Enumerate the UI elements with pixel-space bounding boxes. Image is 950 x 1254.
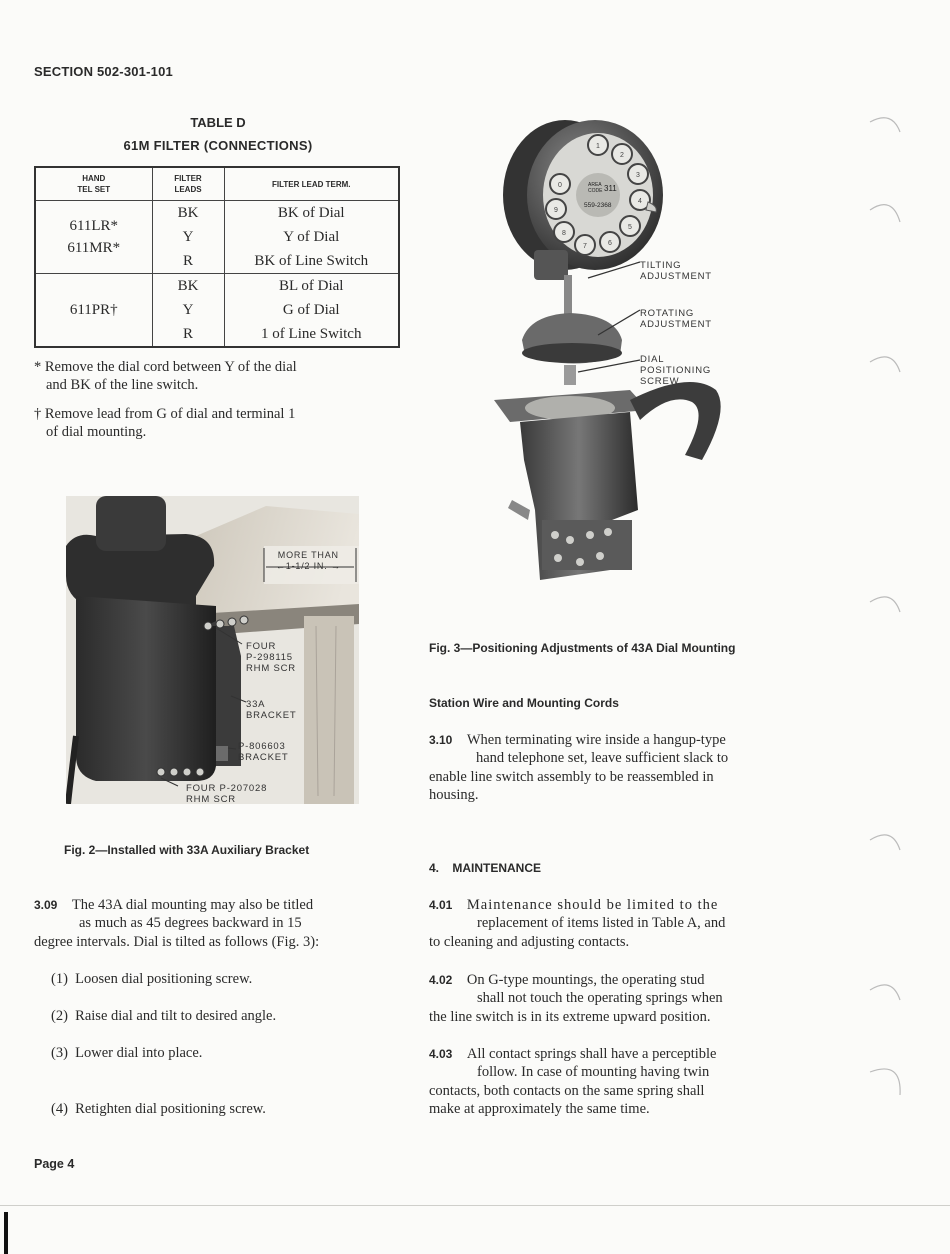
table-title: TABLE D	[190, 115, 246, 130]
hole-mark-shape	[870, 205, 900, 222]
hole-mark-shape	[870, 1069, 900, 1095]
paragraph-4-02: 4.02 On G-type mountings, the operating stud shall not touch the operating springs when the line switch is in its extreme upward position.	[429, 972, 723, 1025]
terminal-screw-shape	[604, 528, 612, 536]
table-leg-shape	[304, 616, 354, 804]
term-cell: BK of Dial	[224, 201, 399, 226]
hole-mark-shape	[870, 985, 900, 1000]
callout-four-p207028: FOUR P-207028 RHM SCR	[186, 783, 268, 805]
screw-shape	[196, 768, 204, 776]
operating-stud-shape	[508, 500, 530, 520]
callout-p806603-bracket: P-806603 BRACKET	[238, 741, 289, 763]
maintenance-heading: 4. MAINTENANCE	[429, 861, 542, 875]
hole-mark-shape	[870, 118, 900, 132]
dial-card-number: 559-2368	[584, 202, 612, 209]
term-cell: G of Dial	[224, 298, 399, 322]
callout-tilting-adjustment: TILTING ADJUSTMENT	[640, 260, 712, 282]
handset-shape	[96, 496, 166, 551]
station-wire-heading: Station Wire and Mounting Cords	[429, 696, 619, 710]
dial-digit: 6	[608, 240, 612, 247]
paragraph-number: 3.10	[429, 733, 453, 747]
fig2-photo	[66, 496, 359, 804]
dial-number-card-shape	[576, 173, 620, 217]
terminal-screw-shape	[576, 558, 584, 566]
table-header-row	[35, 167, 399, 201]
lead-cell: BK	[152, 274, 224, 299]
dial-digit: 1	[596, 143, 600, 150]
terminal-screw-shape	[596, 552, 604, 560]
hole-mark-shape	[870, 835, 900, 850]
lead-cell: Y	[152, 298, 224, 322]
hole-mark-shape	[870, 357, 900, 372]
scan-mark	[4, 1212, 8, 1254]
hand-set-cell: 611LR* 611MR*	[35, 201, 152, 274]
callout-dimension: MORE THAN ←1-1/2 IN. →	[276, 550, 341, 571]
screw-shape	[157, 768, 165, 776]
screw-shape	[240, 616, 248, 624]
footnote-dagger: † Remove lead from G of dial and terminal 1 of dial mounting.	[34, 406, 296, 440]
dial-card-area-code: 311	[604, 184, 617, 193]
table-subtitle: 61M FILTER (CONNECTIONS)	[123, 138, 313, 153]
bracket-p806603-shape	[216, 746, 228, 761]
screw-shape	[170, 768, 178, 776]
step-4: (4) Retighten dial positioning screw.	[51, 1101, 266, 1117]
telephone-body-shape	[76, 596, 216, 781]
dial-digit: 8	[562, 230, 566, 237]
step-3: (3) Lower dial into place.	[51, 1045, 203, 1061]
step-1: (1) Loosen dial positioning screw.	[51, 971, 253, 987]
page-number: Page 4	[34, 1157, 75, 1171]
section-header: SECTION 502-301-101	[34, 64, 173, 79]
column-header-hand-tel-set: HAND TEL SET	[35, 167, 152, 201]
dial-card-area: AREA	[588, 182, 602, 188]
term-cell: Y of Dial	[224, 225, 399, 249]
dial-card-code: CODE	[588, 188, 603, 194]
filter-connections-table	[34, 166, 400, 348]
dial-digit: 7	[583, 243, 587, 250]
paragraph-number: 4.03	[429, 1047, 453, 1061]
hook-arm-shape	[630, 382, 721, 460]
table-row	[35, 274, 399, 299]
paragraph-number: 3.09	[34, 898, 58, 912]
term-cell: BK of Line Switch	[224, 249, 399, 274]
screw-shape	[204, 622, 212, 630]
binding-hole-marks	[862, 110, 907, 1110]
screw-shape	[216, 620, 224, 628]
lead-cell: BK	[152, 201, 224, 226]
dial-digit: 3	[636, 172, 640, 179]
callout-dial-positioning-screw: DIAL POSITIONING SCREW	[640, 354, 712, 387]
contact-spring-shape	[542, 520, 632, 570]
tilt-bracket-shape	[534, 250, 568, 280]
lead-cell: R	[152, 322, 224, 347]
rotating-plate-rim-shape	[522, 343, 622, 363]
paragraph-4-01: 4.01 Maintenance should be limited to the replacement of items listed in Table A, and to cleaning and adjusting contacts.	[429, 897, 726, 950]
term-cell: BL of Dial	[224, 274, 399, 299]
paragraph-3-09: 3.09 The 43A dial mounting may also be titled as much as 45 degrees backward in 15 degree intervals. Dial is tilted as follows (Fig. 3):	[34, 897, 320, 950]
column-header-filter-leads: FILTER LEADS	[152, 167, 224, 201]
fig3-caption: Fig. 3—Positioning Adjustments of 43A Dial Mounting	[429, 641, 736, 655]
scan-edge-line	[0, 1205, 950, 1206]
term-cell: 1 of Line Switch	[224, 322, 399, 347]
step-2: (2) Raise dial and tilt to desired angle.	[51, 1008, 277, 1024]
terminal-screw-shape	[554, 554, 562, 562]
hand-set-cell: 611PR†	[35, 274, 152, 348]
terminal-screw-shape	[551, 531, 559, 539]
terminal-screw-shape	[566, 536, 574, 544]
column-header-filter-lead-term: FILTER LEAD TERM.	[224, 167, 399, 201]
screw-shape	[228, 618, 236, 626]
hole-mark-shape	[870, 597, 900, 612]
paragraph-number: 4.01	[429, 898, 453, 912]
lead-cell: Y	[152, 225, 224, 249]
dial-digit: 0	[558, 182, 562, 189]
dial-digit: 9	[554, 207, 558, 214]
terminal-screw-shape	[586, 531, 594, 539]
table-row	[35, 201, 399, 226]
paragraph-4-03: 4.03 All contact springs shall have a perceptible follow. In case of mounting having twin contacts, both contacts on the same spring shall make at approximately the same time.	[429, 1046, 717, 1118]
screw-shape	[183, 768, 191, 776]
fig2-caption: Fig. 2—Installed with 33A Auxiliary Bracket	[64, 843, 310, 857]
lead-cell: R	[152, 249, 224, 274]
dial-positioning-screw-shape	[564, 365, 576, 385]
dial-digit: 2	[620, 152, 624, 159]
dial-digit: 4	[638, 198, 642, 205]
paragraph-number: 4.02	[429, 973, 453, 987]
footnote-asterisk: * Remove the dial cord between Y of the dial and BK of the line switch.	[34, 359, 297, 393]
callout-four-p298115: FOUR P-298115 RHM SCR	[246, 641, 296, 674]
paragraph-3-10: 3.10 When terminating wire inside a hangup-type hand telephone set, leave sufficient slack to enable line switch assembly to be reassembled in housing.	[429, 732, 729, 804]
callout-33a-bracket: 33A BRACKET	[246, 699, 297, 721]
callout-rotating-adjustment: ROTATING ADJUSTMENT	[640, 308, 712, 330]
dial-digit: 5	[628, 224, 632, 231]
